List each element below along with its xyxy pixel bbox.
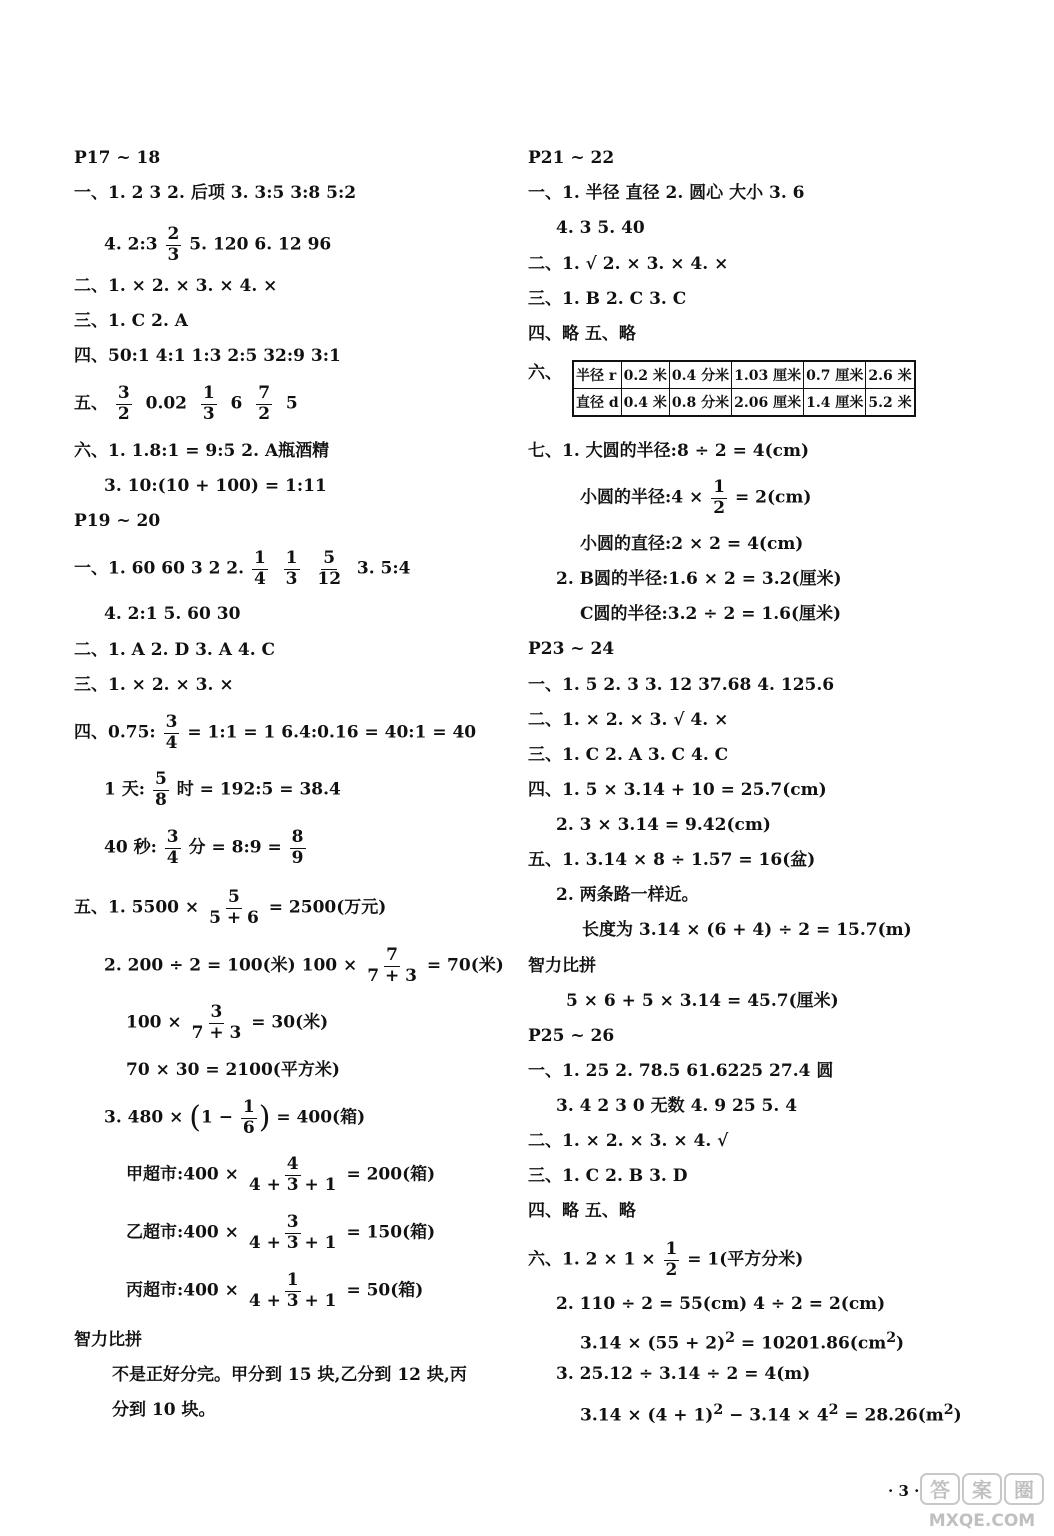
answer-line: 4. 2:1 5. 60 30 xyxy=(104,604,241,624)
answer-line: $3.14 \times (4 + 1)^2 - 3.14 \times 4^2 = 28.26(m^2)$ xyxy=(580,1402,962,1426)
fraction: $\frac{5}{12}$ xyxy=(317,548,342,589)
fraction: $\frac{4}{4 + 3 + 1}$ xyxy=(248,1154,337,1195)
answer-line: 不是正好分完。甲分到 15 块,乙分到 12 块,丙 xyxy=(112,1365,467,1385)
svg-text:案: 案 xyxy=(972,1478,992,1502)
radius-diameter-table xyxy=(572,360,916,417)
answer-line: 六、 xyxy=(528,363,562,383)
table-cell: 0.4 分米 xyxy=(669,361,731,389)
fraction: $\frac{2}{3}$ xyxy=(167,224,180,265)
fraction: $\frac{1}{4 + 3 + 1}$ xyxy=(248,1270,337,1311)
section-brain-challenge: 智力比拼 xyxy=(528,956,596,976)
answer-line: 二、1. × 2. × 3. √ 4. × xyxy=(528,710,729,730)
watermark-logo xyxy=(915,1470,1050,1532)
section-p23-24: P23 ~ 24 xyxy=(528,639,615,659)
fraction: $\frac{1}{6}$ xyxy=(242,1097,255,1138)
answer-line: 一、1. 半径 直径 2. 圆心 大小 3. 6 xyxy=(528,183,805,203)
answer-line: 五、1. 3.14 × 8 ÷ 1.57 = 16(盆) xyxy=(528,850,816,870)
answer-line: 分到 10 块。 xyxy=(112,1400,216,1420)
answer-line: 一、1. 2 3 2. 后项 3. 3:5 3:8 5:2 xyxy=(74,183,357,203)
table-cell: 0.4 米 xyxy=(621,389,669,417)
answer-line: 二、1. × 2. × 3. × 4. √ xyxy=(528,1131,729,1151)
answer-line: $3.14 \times (55 + 2)^2 = 10201.86(cm^2)$ xyxy=(580,1330,905,1354)
table-row xyxy=(573,389,915,417)
answer-line: 2. 3 × 3.14 = 9.42(cm) xyxy=(556,815,771,835)
answer-line: 70 × 30 = 2100(平方米) xyxy=(126,1060,340,1080)
fraction: $\frac{1}{3}$ xyxy=(202,383,215,424)
fraction: $\frac{1}{3}$ xyxy=(285,548,298,589)
answer-line: 2. 110 ÷ 2 = 55(cm) 4 ÷ 2 = 2(cm) xyxy=(556,1294,886,1314)
answer-line: 40 秒: $\frac{3}{4}$ 分 = 8:9 = $\frac{8}{9}$ xyxy=(104,827,304,868)
answer-line: 四、1. 5 × 3.14 + 10 = 25.7(cm) xyxy=(528,780,827,800)
fraction: $\frac{7}{2}$ xyxy=(258,383,271,424)
table-cell: 0.7 厘米 xyxy=(804,361,866,389)
svg-text:圈: 圈 xyxy=(1014,1478,1034,1502)
answer-line: 100 × $\frac{3}{7 + 3}$ = 30(米) xyxy=(126,1002,329,1043)
answer-line: 三、1. C 2. B 3. D xyxy=(528,1166,688,1186)
answer-line: 丙超市:400 × $\frac{1}{4 + 3 + 1}$ = 50(箱) xyxy=(126,1270,424,1311)
table-cell: 半径 r xyxy=(573,361,621,389)
answer-line: 二、1. A 2. D 3. A 4. C xyxy=(74,640,276,660)
section-p21-22: P21 ~ 22 xyxy=(528,148,615,168)
answer-line: 小圆的直径:2 × 2 = 4(cm) xyxy=(580,534,804,554)
answer-line: 3. 10:(10 + 100) = 1:11 xyxy=(104,476,327,496)
fraction: $\frac{3}{2}$ xyxy=(117,383,130,424)
fraction: $\frac{3}{4 + 3 + 1}$ xyxy=(248,1212,337,1253)
answer-line: 甲超市:400 × $\frac{4}{4 + 3 + 1}$ = 200(箱) xyxy=(126,1154,436,1195)
answer-line: 乙超市:400 × $\frac{3}{4 + 3 + 1}$ = 150(箱) xyxy=(126,1212,436,1253)
answer-line: 三、1. × 2. × 3. × xyxy=(74,675,234,695)
fraction: $\frac{5}{5 + 6}$ xyxy=(209,887,259,928)
answer-line: 四、50:1 4:1 1:3 2:5 32:9 3:1 xyxy=(74,346,341,366)
section-brain-challenge: 智力比拼 xyxy=(74,1330,142,1350)
fraction: $\frac{8}{9}$ xyxy=(291,827,304,868)
answer-line: 三、1. C 2. A 3. C 4. C xyxy=(528,745,729,765)
answer-line: 1 天: $\frac{5}{8}$ 时 = 192:5 = 38.4 xyxy=(104,769,341,810)
answer-line: 3. 25.12 ÷ 3.14 ÷ 2 = 4(m) xyxy=(556,1364,811,1384)
answer-line: 六、1. 2 × 1 × $\frac{1}{2}$ = 1(平方分米) xyxy=(528,1239,804,1280)
answer-line: 二、1. √ 2. × 3. × 4. × xyxy=(528,254,729,274)
fraction: $\frac{1}{2}$ xyxy=(713,477,726,518)
table-row xyxy=(573,361,915,389)
answer-line: 2. 两条路一样近。 xyxy=(556,885,699,905)
answer-line: 一、1. 60 60 3 2 2. $\frac{1}{4}$ $\frac{1}{3}$ $\frac{5}{12}$ 3. 5:4 xyxy=(74,548,411,589)
fraction: $\frac{3}{7 + 3}$ xyxy=(191,1002,242,1043)
section-p25-26: P25 ~ 26 xyxy=(528,1026,615,1046)
answer-line: 五、 $\frac{3}{2}$ 0.02 $\frac{1}{3}$ 6 $\frac{7}{2}$ 5 xyxy=(74,383,298,424)
answer-line: 三、1. C 2. A xyxy=(74,311,188,331)
answer-line: 五、1. 5500 × $\frac{5}{5 + 6}$ = 2500(万元) xyxy=(74,887,387,928)
answer-line: 2. B圆的半径:1.6 × 2 = 3.2(厘米) xyxy=(556,569,842,589)
answer-line: 3. 480 × (1 − $\frac{1}{6}$ ) = 400(箱) xyxy=(104,1097,366,1138)
answer-line: 小圆的半径:4 × $\frac{1}{2}$ = 2(cm) xyxy=(580,477,812,518)
answer-line: 六、1. 1.8:1 = 9:5 2. A瓶酒精 xyxy=(74,441,330,461)
fraction: $\frac{1}{4}$ xyxy=(253,548,266,589)
table-cell: 1.4 厘米 xyxy=(804,389,866,417)
answer-line: 长度为 3.14 × (6 + 4) ÷ 2 = 15.7(m) xyxy=(582,920,912,940)
answer-line: 二、1. × 2. × 3. × 4. × xyxy=(74,276,278,296)
answer-line: 四、略 五、略 xyxy=(528,1201,636,1221)
fraction: $\frac{3}{4}$ xyxy=(166,827,179,868)
fraction: $\frac{3}{4}$ xyxy=(165,712,178,753)
svg-text:MXQE.COM: MXQE.COM xyxy=(928,1511,1036,1531)
answer-line: 四、略 五、略 xyxy=(528,324,636,344)
page-number: · 3 · xyxy=(888,1482,920,1500)
answer-line: 一、1. 25 2. 78.5 61.6225 27.4 圆 xyxy=(528,1061,834,1081)
svg-text:答: 答 xyxy=(930,1478,950,1502)
answer-line: 2. 200 ÷ 2 = 100(米) 100 × $\frac{7}{7 + 3}$ = 70(米) xyxy=(104,945,504,986)
answer-line: 4. 2:3 $\frac{2}{3}$ 5. 120 6. 12 96 xyxy=(104,224,332,265)
answer-line: 三、1. B 2. C 3. C xyxy=(528,289,687,309)
table-cell: 5.2 米 xyxy=(866,389,915,417)
table-cell: 2.06 厘米 xyxy=(732,389,804,417)
section-p17-18: P17 ~ 18 xyxy=(74,148,161,168)
table-cell: 直径 d xyxy=(573,389,621,417)
section-p19-20: P19 ~ 20 xyxy=(74,511,161,531)
answer-line: 七、1. 大圆的半径:8 ÷ 2 = 4(cm) xyxy=(528,441,810,461)
answer-line: 一、1. 5 2. 3 3. 12 37.68 4. 125.6 xyxy=(528,675,835,695)
table-cell: 0.8 分米 xyxy=(669,389,731,417)
answer-line: C圆的半径:3.2 ÷ 2 = 1.6(厘米) xyxy=(580,604,842,624)
answer-line: 四、0.75: $\frac{3}{4}$ = 1:1 = 1 6.4:0.16 = 40:1 = 40 xyxy=(74,712,477,753)
table-cell: 1.03 厘米 xyxy=(732,361,804,389)
answer-line: 4. 3 5. 40 xyxy=(556,218,645,238)
answer-line: 5 × 6 + 5 × 3.14 = 45.7(厘米) xyxy=(566,991,839,1011)
fraction: $\frac{1}{2}$ xyxy=(665,1239,678,1280)
table-cell: 2.6 米 xyxy=(866,361,915,389)
answer-line: 3. 4 2 3 0 无数 4. 9 25 5. 4 xyxy=(556,1096,798,1116)
fraction: $\frac{5}{8}$ xyxy=(154,769,167,810)
fraction: $\frac{7}{7 + 3}$ xyxy=(367,945,417,986)
table-cell: 0.2 米 xyxy=(621,361,669,389)
